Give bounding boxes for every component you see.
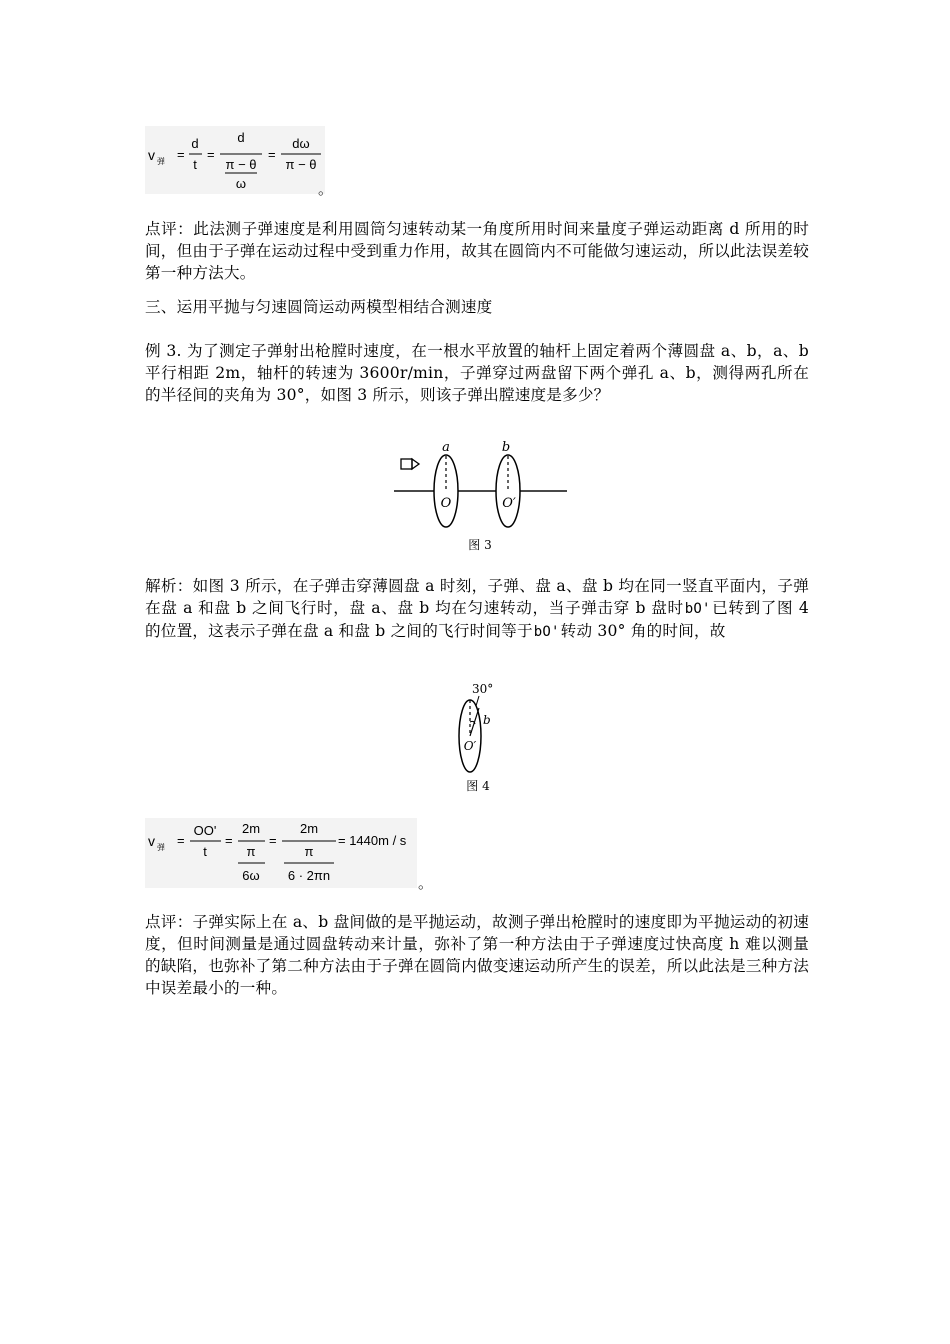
fig4-label-o2: O′: [463, 739, 477, 753]
formula-velocity-cylinder: [145, 126, 325, 194]
fig3-label-o: O: [440, 496, 452, 511]
formula-1-n1: d: [191, 136, 199, 151]
formula-2-d3: π: [304, 844, 314, 859]
formula-2-d2b: 6ω: [242, 868, 260, 883]
formula-2-eq2: =: [225, 833, 233, 848]
analysis-paragraph: [145, 575, 809, 643]
formula-2-d3b: 6 · 2πn: [287, 868, 331, 883]
comment-paragraph-final: 点评：子弹实际上在 a、b 盘间做的是平抛运动，故测子弹出枪膛时的速度即为平抛运动的初速度，但时间测量是通过圆盘转动来计量，弥补了第一种方法由于子弹速度过快高度 h 难以测量的缺陷，也弥补了第二种方法由于子弹在圆筒内做变速运动所产生的误差，所以此法是三种方法中误差最小的一种。: [145, 913, 809, 997]
formula-1-d1: t: [193, 157, 197, 172]
formula-1-period: 。: [318, 180, 334, 198]
analysis-symbol-bo-2: bO': [533, 624, 560, 640]
figure-4-graphic: [440, 678, 520, 796]
formula-1-eq3: =: [268, 147, 276, 162]
formula-2-eq1: =: [177, 833, 185, 848]
formula-2-graphic: [145, 818, 417, 888]
formula-1-eq1: =: [177, 147, 185, 162]
fig4-label-b: b: [483, 713, 491, 727]
formula-2-period: 。: [418, 874, 434, 892]
formula-2-eq3: =: [269, 833, 277, 848]
formula-2-d2: π: [246, 844, 256, 859]
formula-2-v: v: [148, 833, 155, 849]
figure-3-two-disks: [390, 438, 570, 558]
figure-4-rotated-disk: [440, 678, 520, 796]
formula-2-sub: 弹: [157, 843, 165, 852]
fig3-label-o2: O′: [502, 496, 516, 511]
fig3-label-b: b: [501, 440, 511, 455]
figure-3-graphic: [390, 438, 570, 558]
formula-1-d3: π − θ: [285, 157, 317, 172]
comment-paragraph-1: 点评：此法测子弹速度是利用圆筒匀速转动某一角度所用时间来量度子弹运动距离 d 所用的时间，但由于子弹在运动过程中受到重力作用，故其在圆筒内不可能做匀速运动，所以此法误差较第一种方法大。: [145, 220, 809, 282]
formula-2-n1: OO': [193, 823, 217, 838]
formula-1-d2: π − θ: [225, 157, 257, 172]
formula-1-n3: dω: [292, 136, 310, 151]
analysis-text-3: 转动 30° 角的时间，故: [560, 622, 726, 640]
fig4-angle-label: 30°: [472, 682, 494, 696]
example-3-paragraph: 例 3. 为了测定子弹射出枪膛时速度，在一根水平放置的轴杆上固定着两个薄圆盘 a、b，a、b 平行相距 2m，轴杆的转速为 3600r/min，子弹穿过两盘留下两个弹孔 a、b，测得两孔所在的半径间的夹角为 30°，如图 3 所示，则该子弹出膛速度是多少？: [145, 342, 809, 404]
fig3-label-a: a: [442, 440, 450, 455]
formula-1-v: v: [148, 147, 155, 163]
formula-1-sub: 弹: [157, 157, 165, 166]
figure-4-caption: 图 4: [466, 779, 490, 793]
formula-velocity-result: [145, 818, 417, 888]
formula-2-d1: t: [203, 844, 207, 859]
analysis-symbol-bo-1: bO': [684, 601, 711, 617]
section-heading-3: 三、运用平抛与匀速圆筒运动两模型相结合测速度: [145, 298, 493, 316]
analysis-text-2: 已转到了图 4 的位置，这表示子弹在盘 a 和盘 b 之间的飞行时间等于: [145, 599, 810, 640]
formula-1-graphic: [145, 126, 325, 194]
formula-2-n2: 2m: [241, 821, 261, 836]
analysis-text-1: 解析：如图 3 所示，在子弹击穿薄圆盘 a 时刻，子弹、盘 a、盘 b 均在同一竖直平面内，子弹在盘 a 和盘 b 之间飞行时，盘 a、盘 b 均在匀速转动，当子弹击穿 b 盘时: [145, 577, 809, 617]
bullet-icon: [401, 459, 419, 469]
formula-1-n2: d: [237, 130, 245, 145]
figure-3-caption: 图 3: [468, 538, 492, 552]
formula-1-eq2: =: [207, 147, 215, 162]
formula-2-n3: 2m: [299, 821, 319, 836]
formula-1-d2b: ω: [235, 176, 247, 191]
formula-2-result: = 1440m / s: [338, 833, 407, 848]
